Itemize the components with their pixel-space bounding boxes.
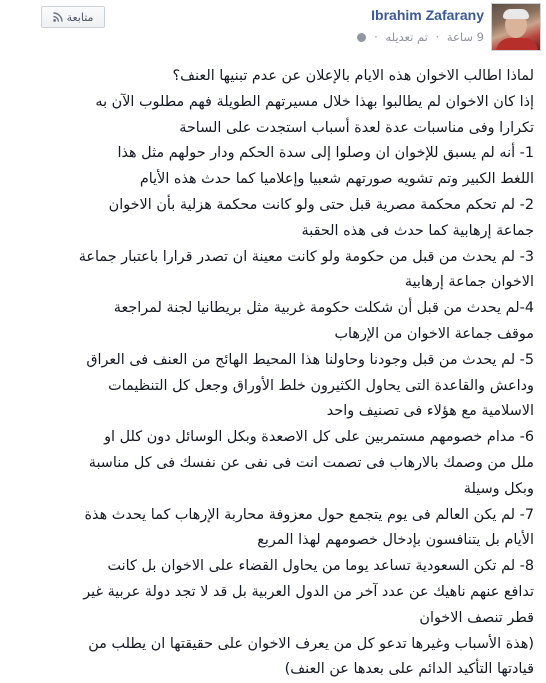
post-line: 7- لم يكن العالم فى يوم يتجمع حول معزوفة محاربة الإرهاب كما يحدث هذة: [84, 506, 534, 523]
follow-label: متابعة: [66, 10, 94, 24]
post-line: وداعش والقاعدة التى يحاول الكثيرون خلط الأوراق وجعل كل التنظيمات: [108, 377, 534, 394]
avatar-hair: [503, 9, 529, 19]
post-line: 4-لم يحدث من قبل أن شكلت حكومة غربية مثل بريطانيا لجنة لمراجعة: [113, 300, 534, 317]
post-line: قطر تنصف الاخوان: [419, 609, 534, 626]
author-avatar[interactable]: [491, 3, 541, 51]
post-line: 2- لم تحكم محكمة مصرية قبل حتى ولو كانت محكمة هزلية بأن الاخوان: [108, 196, 534, 213]
author-name-link[interactable]: Ibrahim Zafarany: [371, 7, 484, 23]
post-line: الاسلامية مع هؤلاء فى تصنيف واحد: [326, 403, 534, 420]
globe-icon[interactable]: [357, 33, 366, 42]
post-line: الاخوان جماعة إرهابية: [404, 274, 534, 291]
post-line: تدافع عنهم ناهيك عن عدد آخر من الدول العربية بل قد لا تجد دولة عربية غير: [83, 583, 534, 600]
post-line: تكرارا وفى مناسبات عدة لعدة أسباب استجدت على الساحة: [179, 119, 534, 136]
follow-button[interactable]: [41, 6, 105, 28]
post-line: 6- مدام خصومهم مستمربين على كل الاصعدة وبكل الوسائل دون كلل او: [104, 429, 534, 446]
post-line: ملل من وصمك بالارهاب فى تصمت انت فى نفى عن نفسك فى كل مناسبة: [88, 454, 534, 471]
post-line: 8- لم تكن السعودية تساعد يوما من يحاول القضاء على الاخوان بل كانت: [107, 558, 534, 575]
post-line: موقف جماعة الاخوان من الإرهاب: [334, 325, 534, 342]
edited-label[interactable]: تم تعديله: [385, 30, 428, 44]
meta-separator: ·: [374, 30, 378, 44]
avatar-shirt: [496, 38, 538, 51]
meta-separator: ·: [435, 30, 440, 44]
post-line: جماعة إرهابية كما حدث فى هذه الحقبة: [301, 222, 534, 239]
post-meta: [355, 30, 484, 44]
post-line: إذا كان الاخوان لم يطالبوا بهذا خلال مسيرتهم الطويلة فهم مطلوب الآن به: [95, 93, 534, 110]
post-timestamp[interactable]: 9 ساعة: [446, 30, 484, 44]
post-line: لماذا اطالب الاخوان هذه الايام بالإعلان عن عدم تبنيها العنف؟: [172, 68, 534, 84]
post-line: اللغط الكبير وتم تشويه صورتهم شعبيا وإعلاميا كما حدث هذه الأيام: [139, 171, 534, 188]
post-line: 5- لم يحدث من قبل وجودنا وحاولنا هذا المحيط الهائج من العنف فى العراق: [86, 351, 534, 368]
rss-icon: [53, 12, 63, 22]
post-line: وبكل وسيلة: [463, 480, 534, 497]
post-line: قيادتها التأكيد الدائم على بعدها عن العنف): [284, 661, 534, 678]
post-line: 3- لم يحدث من قبل من حكومة ولو كانت معينة ان تصدر قرارا باعتبار جماعة: [78, 248, 534, 265]
post-line: الأيام بل يتنافسون بإدخال خصومهم لهذا المربع: [257, 532, 534, 549]
post-text: [40, 64, 534, 683]
post-line: 1- أنه لم يسبق للإخوان ان وصلوا إلى سدة الحكم ودار حولهم مثل هذا: [117, 145, 534, 162]
post-line: (هذة الأسباب وغيرها تدعو كل من يعرف الاخوان على حقيقتها ان يطلب من: [88, 635, 534, 652]
